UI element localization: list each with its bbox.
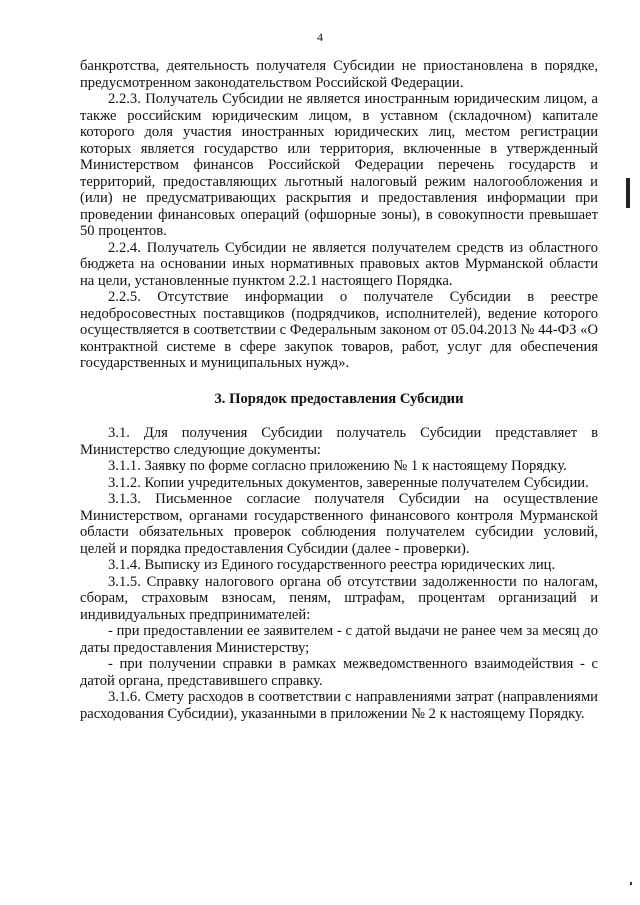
paragraph-3-1-2: 3.1.2. Копии учредительных документов, заверенные получателем Субсидии. <box>108 474 589 491</box>
paragraph-2-2-5: 2.2.5. Отсутствие информации о получателе Субсидии в реестре недобросовестных поставщиков (подрядчиков, исполнителей), ведение которого осуществляется в соответствии с Федеральным законом от 05.04.2013 № 44-ФЗ «О контрактной системе в сфере закупок товаров, работ, услуг для обеспечения государственных и муниципальных нужд». <box>80 289 598 371</box>
paragraph-3-1-4: 3.1.4. Выписку из Единого государственного реестра юридических лиц. <box>108 557 556 573</box>
paragraph-3-1-6: 3.1.6. Смету расходов в соответствии с направлениями затрат (направлениями расходования Субсидии), указанными в приложении № 2 к настоящему Порядку. <box>80 689 598 722</box>
list-item-by-applicant: - при предоставлении ее заявителем - с датой выдачи не ранее чем за месяц до даты предоставления Министерству; <box>80 623 598 656</box>
list-item-interagency: - при получении справки в рамках межведомственного взаимодействия - с датой органа, представившего справку. <box>80 656 598 689</box>
paragraph-3-1-3: 3.1.3. Письменное согласие получателя Субсидии на осуществление Министерством, органами государственного финансового контроля Мурманской области обязательных проверок соблюдения получателем субсидии условий, целей и порядка предоставления Субсидии (далее - проверки). <box>80 491 598 557</box>
paragraph-2-2-4: 2.2.4. Получатель Субсидии не является получателем средств из областного бюджета на основании иных нормативных правовых актов Мурманской области на цели, установленные пунктом 2.2.1 настоящего Порядка. <box>80 239 598 289</box>
paragraph-2-2-3: 2.2.3. Получатель Субсидии не является иностранным юридическим лицом, а также российским юридическим лицом, в уставном (складочном) капитале которого доля участия иностранных юридических лиц, местом регистрации которых является государство или территория, включенные в утвержденный Министерством финансов Российской Федерации перечень государств и территорий, предоставляющих льготный налоговый режим налогообложения и (или) не предусматривающих раскрытия и предоставления информации при проведении финансовых операций (офшорные зоны), в совокупности превышает 50 процентов. <box>80 91 598 239</box>
scan-dot <box>630 882 632 885</box>
page-number: 4 <box>317 30 323 44</box>
paragraph-3-1-5: 3.1.5. Справку налогового органа об отсутствии задолженности по налогам, сборам, страховым взносам, пеням, штрафам, процентам организаций и индивидуальных предпринимателей: <box>80 573 598 623</box>
paragraph-3-1-1: 3.1.1. Заявку по форме согласно приложению № 1 к настоящему Порядку. <box>108 458 567 474</box>
scan-edge-mark <box>626 178 630 208</box>
section-heading: 3. Порядок предоставления Субсидии <box>214 390 464 407</box>
paragraph-2-2-2-continued: банкротства, деятельность получателя Субсидии не приостановлена в порядке, предусмотренном законодательством Российской Федерации. <box>80 58 598 91</box>
paragraph-3-1: 3.1. Для получения Субсидии получатель Субсидии представляет в Министерство следующие документы: <box>80 425 598 458</box>
document-body <box>80 58 598 722</box>
